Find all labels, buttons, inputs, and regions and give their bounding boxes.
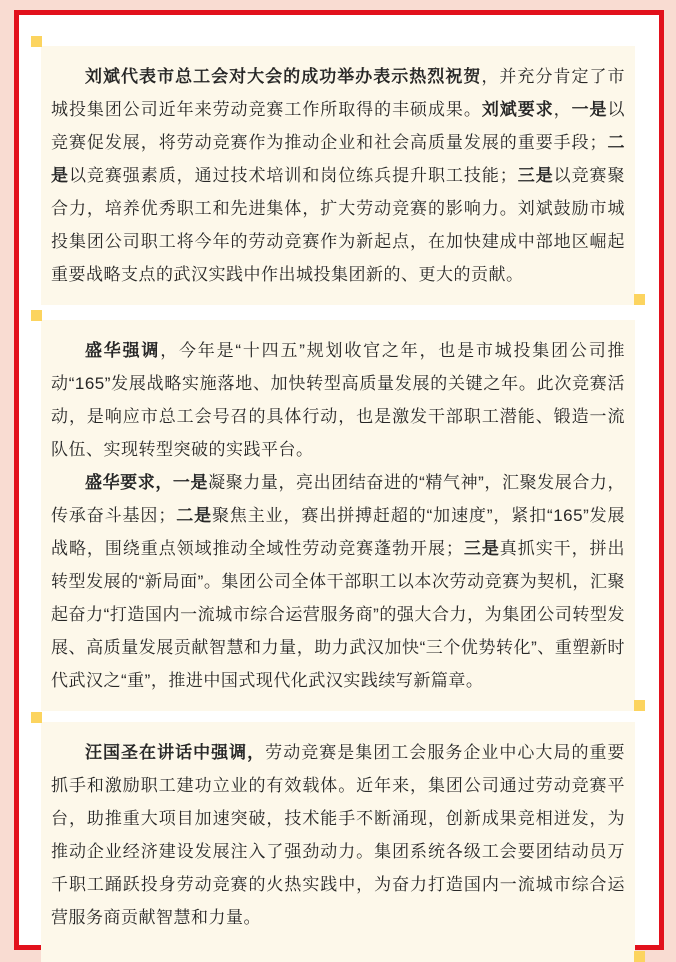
paragraph <box>51 60 625 291</box>
bold-text-run: 盛华要求，一是 <box>85 473 209 492</box>
speech-card-wangguosheng <box>41 722 635 962</box>
paragraph <box>51 736 625 934</box>
card-paragraphs <box>51 334 625 697</box>
corner-accent-square <box>31 310 42 321</box>
bold-text-run: 二是 <box>51 133 625 185</box>
text-run: ， <box>553 100 572 119</box>
corner-accent-square <box>634 700 645 711</box>
bold-text-run: 刘斌要求 <box>481 100 554 119</box>
bold-text-run: 刘斌代表市总工会对大会的成功举办表示热烈祝贺 <box>85 67 482 86</box>
text-run: ，并充分肯定了市城投集团公司近年来劳动竞赛工作所取得的丰硕成果。 <box>51 67 626 119</box>
corner-accent-square <box>31 712 42 723</box>
text-run: 以竞赛强素质，通过技术培训和岗位练兵提升职工技能； <box>68 166 518 185</box>
card-paragraphs <box>51 60 625 291</box>
text-run: 聚焦主业，赛出拼搏赶超的“加速度”，紧扣“165”发展战略，围绕重点领域推动全域性劳动竞赛蓬勃开展； <box>51 506 626 558</box>
text-run: 凝聚力量，亮出团结奋进的“精气神”，汇聚发展合力，传承奋斗基因； <box>51 473 625 525</box>
bold-text-run: 三是 <box>463 539 500 558</box>
bold-text-run: 盛华强调 <box>85 341 161 360</box>
bold-text-run: 三是 <box>517 166 554 185</box>
paragraph <box>51 466 625 697</box>
bold-text-run: 汪国圣在讲话中强调， <box>85 743 266 762</box>
bold-text-run: 一是 <box>571 100 608 119</box>
speech-card-shenghua <box>41 320 635 711</box>
corner-accent-square <box>634 294 645 305</box>
red-frame-border <box>14 10 664 950</box>
card-paragraphs <box>51 736 625 934</box>
corner-accent-square <box>634 951 645 962</box>
speech-card-liubin <box>41 46 635 305</box>
paragraph <box>51 334 625 466</box>
text-run: 真抓实干，拼出转型发展的“新局面”。集团公司全体干部职工以本次劳动竞赛为契机，汇聚起奋力“打造国内一流城市综合运营服务商”的强大合力，为集团公司转型发展、高质量发展贡献智慧和力量，助力武汉加快“三个优势转化”、重塑新时代武汉之“重”，推进中国式现代化武汉实践续写新篇章。 <box>51 539 626 690</box>
text-run: ，今年是“十四五”规划收官之年，也是市城投集团公司推动“165”发展战略实施落地、加快转型高质量发展的关键之年。此次竞赛活动，是响应市总工会号召的具体行动，也是激发干部职工潜能、锻造一流队伍、实现转型突破的实践平台。 <box>51 341 626 459</box>
corner-accent-square <box>31 36 42 47</box>
text-run: 劳动竞赛是集团工会服务企业中心大局的重要抓手和激励职工建功立业的有效载体。近年来，集团公司通过劳动竞赛平台，助推重大项目加速突破，技术能手不断涌现，创新成果竞相迸发，为推动企业经济建设发展注入了强劲动力。集团系统各级工会要团结动员万千职工踊跃投身劳动竞赛的火热实践中，为奋力打造国内一流城市综合运营服务商贡献智慧和力量。 <box>51 743 625 927</box>
text-run: 以竞赛促发展，将劳动竞赛作为推动企业和社会高质量发展的重要手段； <box>51 100 626 152</box>
bold-text-run: 二是 <box>175 506 212 525</box>
text-run: 以竞赛聚合力，培养优秀职工和先进集体，扩大劳动竞赛的影响力。刘斌鼓励市城投集团公司职工将今年的劳动竞赛作为新起点，在加快建成中部地区崛起重要战略支点的武汉实践中作出城投集团新的、更大的贡献。 <box>51 166 626 284</box>
